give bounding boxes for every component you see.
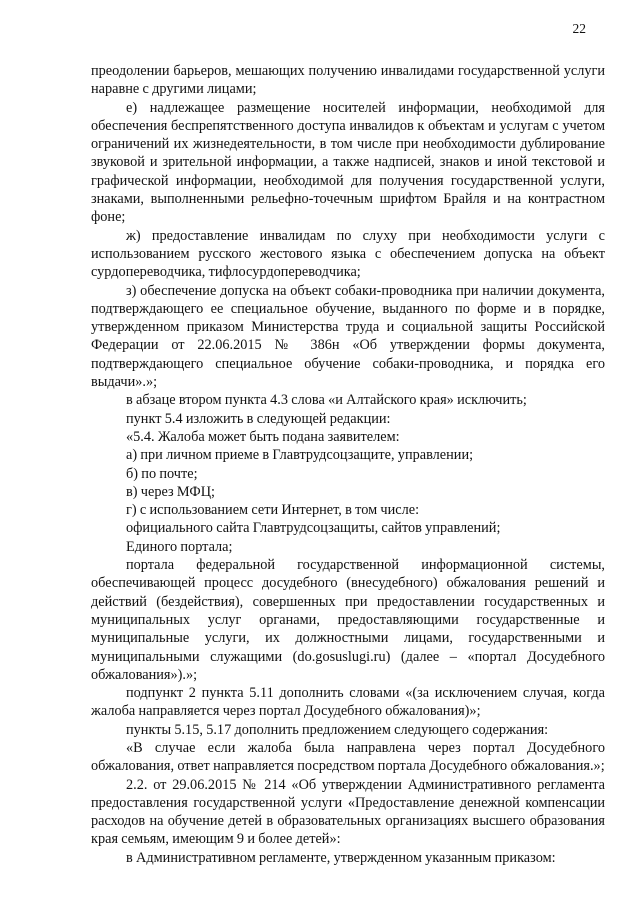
page-number: 22 — [572, 21, 586, 36]
document-body — [91, 62, 605, 867]
paragraph: портала федеральной государственной информационной системы, обеспечивающей процесс досудебного (внесудебного) обжалования решений и действий (бездействия), совершенных при предоставлении государственных и муниципальных услуг органами, предоставляющими государственные и муниципальные услуги, их должностными лицами, государственными и муниципальными служащими (do.gosuslugi.ru) (далее – «портал Досудебного обжалования»).»; — [91, 557, 605, 683]
paragraph: в) через МФЦ; — [126, 483, 216, 500]
paragraph: з) обеспечение допуска на объект собаки-проводника при наличии документа, подтверждающего ее специальное обучение, выданного по форме и в порядке, утвержденном приказом Министерства труда и социальной защиты Российской Федерации от 22.06.2015 № 386н «Об утверждении формы документа, подтверждающего специальное обучение собаки-проводника, и порядка его выдачи».»; — [91, 282, 605, 391]
paragraph: «В случае если жалоба была направлена через портал Досудебного обжалования, ответ направляется посредством портала Досудебного обжалования.»; — [91, 739, 605, 775]
paragraph: подпункт 2 пункта 5.11 дополнить словами «(за исключением случая, когда жалоба направляется через портал Досудебного обжалования)»; — [91, 685, 605, 720]
paragraph: преодолении барьеров, мешающих получению инвалидами государственной услуги наравне с другими лицами; — [91, 63, 605, 98]
paragraph: в Административном регламенте, утвержденном указанным приказом: — [126, 849, 556, 866]
paragraph: а) при личном приеме в Главтрудсоцзащите, управлении; — [126, 447, 474, 464]
paragraph: официального сайта Главтрудсоцзащиты, сайтов управлений; — [126, 520, 501, 537]
paragraph: г) с использованием сети Интернет, в том числе: — [126, 502, 420, 519]
paragraph: 2.2. от 29.06.2015 № 214 «Об утверждении Административного регламента предоставления государственной услуги «Предоставление денежной компенсации расходов на обучение детей в образовательных организациях высшего образования края семьям, имеющим 9 и более детей»: — [91, 776, 605, 848]
paragraph: е) надлежащее размещение носителей информации, необходимой для обеспечения беспрепятственного доступа инвалидов к объектам и услугам с учетом ограничений их жизнедеятельности, в том числе при необходимости дублирование звуковой и зрительной информации, а также надписей, знаков и иной текстовой и графической информации, необходимой для получения государственной услуги, знаками, выполненными рельефно-точечным шрифтом Брайля и на контрастном фоне; — [91, 99, 605, 226]
paragraph: б) по почте; — [126, 465, 198, 482]
paragraph: пункты 5.15, 5.17 дополнить предложением следующего содержания: — [126, 721, 549, 738]
paragraph: Единого портала; — [126, 538, 233, 555]
paragraph: в абзаце втором пункта 4.3 слова «и Алтайского края» исключить; — [126, 392, 527, 409]
paragraph: пункт 5.4 изложить в следующей редакции: — [126, 410, 391, 427]
paragraph: ж) предоставление инвалидам по слуху при необходимости услуги с использованием русского жестового языка с обеспечением допуска на объект сурдопереводчика, тифлосурдопереводчика; — [91, 227, 605, 281]
paragraph: «5.4. Жалоба может быть подана заявителем: — [126, 428, 400, 445]
